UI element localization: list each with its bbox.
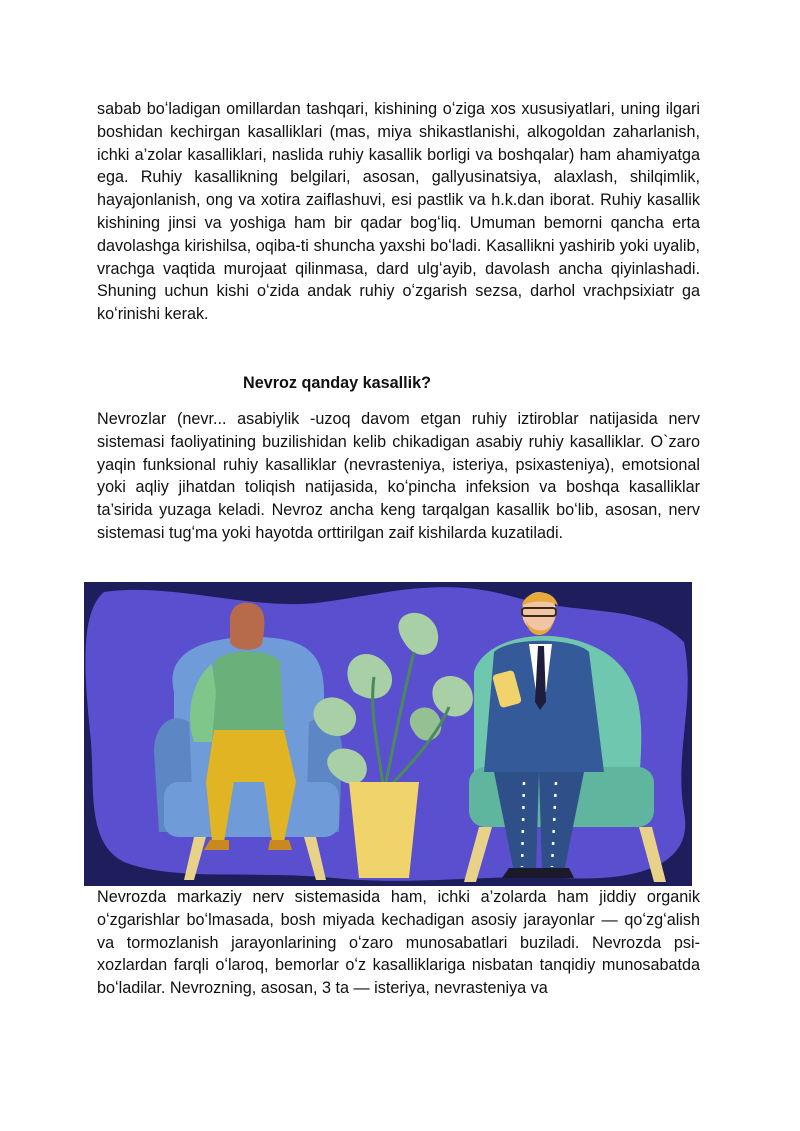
paragraph-1: sabab boʻladigan omillardan tashqari, kishining oʻziga xos xususiyatlari, uning ilgari boshidan kechirgan kasalliklari (mas, miya shikastlanishi, alkogoldan zaharlanish, ichki a’zolar kasalliklari, naslida ruhiy kasallik borligi va boshqalar) ham ahamiyatga ega. Ruhiy kasallikning belgilari, asosan, gallyusinatsiya, alaxlash, shilqimlik, hayajonlanish, ong va xotira zaiflashuvi, esi pastlik va h.k.dan iborat. Ruhiy kasallik kishining jinsi va yoshiga ham bir qadar bogʻliq. Umuman bemorni qancha erta davolashga kirishilsa, oqiba-ti shuncha yaxshi boʻladi. Kasallikni yashirib yoki uyalib, vrachga vaqtida murojaat qilinmasa, dard ulgʻayib, davolash ancha qiyinlashadi. Shuning uchun kishi oʻzida andak ruhiy oʻzgarish sezsa, darhol vrachpsixiatr ga koʻrinishi kerak. [97,100,700,324]
paragraph-3: Nevrozda markaziy nerv sistemasida ham, ichki a’zolarda ham jiddiy organik oʻzgarishlar boʻlmasada, bosh miyada kechadigan asosiy jarayonlar — qoʻzgʻalish va tormozlanish jarayonlarining oʻzaro munosabatlari buziladi. Nevrozda psi-xozlardan farqli oʻlaroq, bemorlar oʻz kasalliklariga nisbatan tanqidiy munosabatda boʻladilar. Nevrozning, asosan, 3 ta — isteriya, nevrasteniya va [97,888,700,998]
therapy-session-illustration [84,582,692,886]
section-heading: Nevroz qanday kasallik? [243,374,432,392]
paragraph-2: Nevrozlar (nevr... asabiylik -uzoq davom etgan ruhiy iztiroblar natijasida nerv sistemasi faoliyatining buzilishidan kelib chikadigan asabiy ruhiy kasalliklar. O`zaro yaqin funksional ruhiy kasalliklar (nevrasteniya, isteriya, psixasteniya), emotsional yoki aqliy jihatdan toliqish natijasida, koʻpincha infeksion va boshqa kasalliklar ta’sirida yuzaga keladi. Nevroz ancha keng tarqalgan kasallik boʻlib, asosan, nerv sistemasi tugʻma yoki hayotda orttirilgan zaif kishilarda kuzatiladi. [97,410,700,542]
